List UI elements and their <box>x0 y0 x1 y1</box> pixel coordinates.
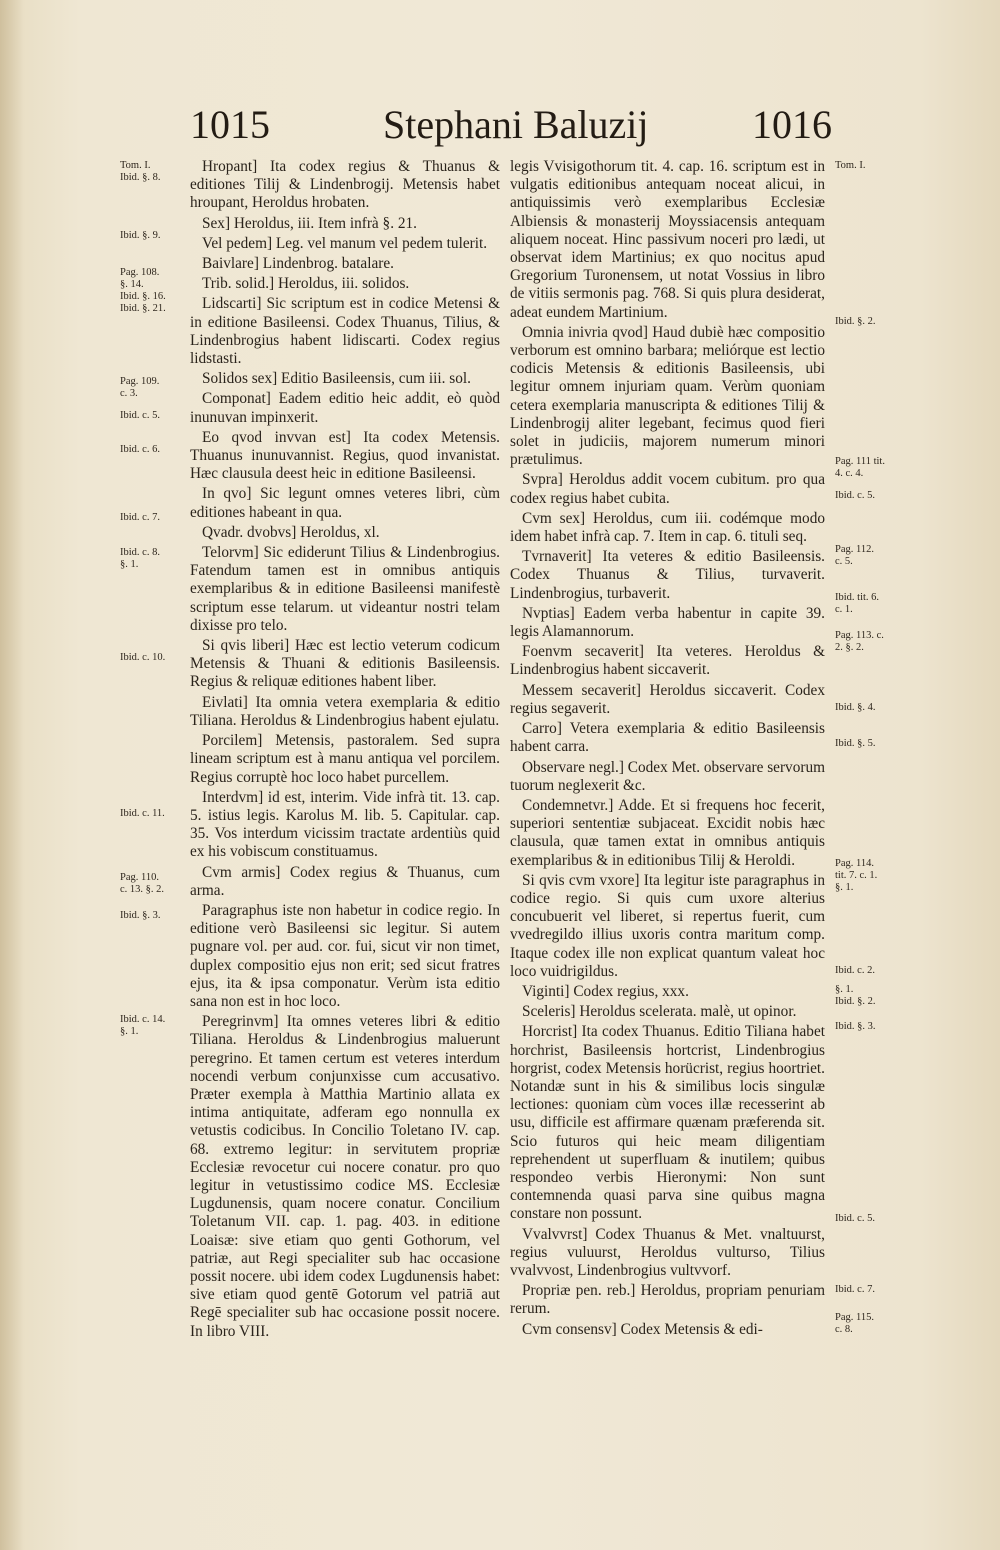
left-margin-note: Ibid. c. 5. <box>120 410 160 421</box>
paragraph: Tvrnaverit] Ita veteres & editio Basileensis. Codex Thuanus & Tilius, turvaverit. Lindenbrogius, turbaverit. <box>510 548 825 602</box>
right-margin-note: Tom. I. <box>835 160 866 171</box>
paragraph: Condemnetvr.] Adde. Et si frequens hoc fecerit, superiori sententiæ subjaceat. Excidit nobis hæc clausula, quæ tamen extat in omnibus antiquis exemplaribus & in editionibus Tilij & Heroldi. <box>510 796 825 869</box>
left-margin-note: Pag. 109. c. 3. <box>120 376 160 399</box>
paragraph: Cvm sex] Heroldus, cum iii. codémque modo idem habet infrà cap. 7. Item in cap. 6. tituli seq. <box>510 509 825 546</box>
paragraph: Componat] Eadem editio heic addit, eò quòd inunuvan impinxerit. <box>190 390 500 426</box>
left-margin-note: Tom. I. Ibid. §. 8. <box>120 160 161 183</box>
paragraph: Nvptias] Eadem verba habentur in capite 39. legis Alamannorum. <box>510 604 825 641</box>
paragraph: legis Vvisigothorum tit. 4. cap. 16. scriptum est in vulgatis editionibus antequam noceat alicui, in antiquissimis verò exemplaribus Ecclesiæ Albiensis & monasterij Moyssiacensis antequam aliquem noceat. Hinc passivum noceri pro lædi, ut observat idem Martinius; ex quo nocitus apud Gregorium Turonensem, ut notat Vossius in libro de vitiis sermonis pag. 768. Si quis plura desiderat, adeat eundem Martinium. <box>510 158 825 321</box>
paragraph: Si qvis liberi] Hæc est lectio veterum codicum Metensis & Thuani & editionis Basileensis. Regius & reliquæ editiones habent liber. <box>190 637 500 691</box>
paragraph: Viginti] Codex regius, xxx. <box>522 982 689 1000</box>
right-margin-note: Pag. 112. c. 5. <box>835 544 874 567</box>
left-margin-note: Ibid. c. 8. §. 1. <box>120 547 160 570</box>
left-margin-note: Ibid. §. 9. <box>120 230 161 241</box>
right-margin-note: Ibid. §. 3. <box>835 1021 876 1032</box>
paragraph: Lidscarti] Sic scriptum est in codice Metensi & in editione Basileensi. Codex Thuanus, Tilius, & Lindenbrogius habent lidiscarti. Codex regius lidstasti. <box>190 295 500 368</box>
paragraph: Cvm consensv] Codex Metensis & edi- <box>522 1320 763 1338</box>
paragraph: Foenvm secaverit] Ita veteres. Heroldus & Lindenbrogius habent siccaverit. <box>510 643 825 679</box>
right-margin-note: Ibid. c. 5. <box>835 490 875 501</box>
right-margin-note: Ibid. §. 5. <box>835 738 876 749</box>
paragraph: Vvalvvrst] Codex Thuanus & Met. vnaltuurst, regius vuluurst, Heroldus vulturso, Tilius vvalvvost, Lindenbrogius vultvvorf. <box>510 1225 825 1279</box>
right-margin-note: Pag. 111 tit. 4. c. 4. <box>835 456 885 479</box>
left-margin-note: Ibid. c. 11. <box>120 808 165 819</box>
paragraph: Propriæ pen. reb.] Heroldus, propriam penuriam rerum. <box>510 1282 825 1318</box>
paragraph: Eivlati] Ita omnia vetera exemplaria & editio Tiliana. Heroldus & Lindenbrogius habent ejulatu. <box>190 693 500 729</box>
paragraph: Hropant] Ita codex regius & Thuanus & editiones Tilij & Lindenbrogij. Metensis habet hroupant, Heroldus hrobaten. <box>190 158 500 212</box>
left-text-column <box>190 158 500 1343</box>
paragraph: Vel pedem] Leg. vel manum vel pedem tulerit. <box>202 234 488 252</box>
right-margin-note: §. 1. Ibid. §. 2. <box>835 984 876 1007</box>
left-margin-note: Ibid. c. 10. <box>120 652 166 663</box>
running-title: Stephani Baluzij <box>383 102 649 147</box>
paragraph: Messem secaverit] Heroldus siccaverit. Codex regius segaverit. <box>510 681 825 717</box>
page-number-right: 1016 <box>752 102 832 147</box>
paragraph: In qvo] Sic legunt omnes veteres libri, cùm editiones habeant in qua. <box>190 485 500 521</box>
paragraph: Peregrinvm] Ita omnes veteres libri & editio Tiliana. Heroldus & Lindenbrogius maluerunt peregrino. Et tamen certum est veteres interdum nocendi verbum conjunxisse cum accusativo. Præter exempla à Matthia Martinio allata ex intima antiquitate, adferam ego nonnulla ex vetustis codicibus. In Concilio Toletano IV. cap. 68. extremo legitur: in servitutem propriæ Ecclesiæ revocetur cui nocere conatur. pro quo legitur in vetustissimo codice MS. Ecclesiæ Lugdunensis, quam nocere conatur. Concilium Toletanum VII. cap. 1. pag. 403. in editione Loaisæ: sive etiam quo genti Gothorum, vel patriæ, aut Regi specialiter sub hac occasione possit nocere. ubi idem codex Lugdunensis habet: sive etiam quod gentē Gotorum vel patriā aut Regē specialiter sub hac occasione possit nocere. In libro VIII. <box>190 1013 500 1340</box>
left-margin-note: Ibid. c. 6. <box>120 444 160 455</box>
paragraph: Si qvis cvm vxore] Ita legitur iste paragraphus in codice regio. Si quis cum uxore alterius concubuerit vel liberet, si repertus fuerit, cum vvedregildo illius uxoris contra maritum comp. Itaque codex ille non explicat quantum valeat hoc loco vuidrigildus. <box>510 871 825 980</box>
left-margin-note: Ibid. c. 14. §. 1. <box>120 1014 166 1037</box>
right-text-column <box>510 158 825 1341</box>
right-margin-note: Ibid. §. 2. <box>835 316 876 327</box>
right-margin-note: Ibid. c. 2. <box>835 965 875 976</box>
paragraph: Porcilem] Metensis, pastoralem. Sed supra lineam scriptum est à manu antiqua vel porcilem. Regius corruptè hoc loco habet purcellem. <box>190 732 500 786</box>
left-margin-note: Pag. 108. §. 14. Ibid. §. 16. Ibid. §. 21. <box>120 267 166 314</box>
paragraph: Solidos sex] Editio Basileensis, cum iii. sol. <box>202 370 471 388</box>
paragraph: Svpra] Heroldus addit vocem cubitum. pro qua codex regius habet cubita. <box>510 471 825 507</box>
paragraph: Sceleris] Heroldus scelerata. malè, ut opinor. <box>522 1003 797 1021</box>
paragraph: Cvm armis] Codex regius & Thuanus, cum arma. <box>190 863 500 899</box>
right-margin-note: Ibid. tit. 6. c. 1. <box>835 592 880 615</box>
paragraph: Trib. solid.] Heroldus, iii. solidos. <box>202 275 410 293</box>
paragraph: Eo qvod invvan est] Ita codex Metensis. Thuanus inunuvannist. Regius, quod invanistat. Hæc clausula deest heic in editione Basileensi. <box>190 428 500 483</box>
paragraph: Observare negl.] Codex Met. observare servorum tuorum neglexerit &c. <box>510 758 825 794</box>
page-fold-shadow <box>0 0 24 1550</box>
left-margin-note: Ibid. §. 3. <box>120 910 161 921</box>
right-margin-note: Pag. 115. c. 8. <box>835 1312 874 1335</box>
paragraph: Omnia inivria qvod] Haud dubiè hæc compositio verborum est omnino barbara; meliórque est lectio codicis Metensis & editionis Basileensis, ubi legitur omnem injuriam quam. Verùm quoniam cetera exemplaria manuscripta & editiones Tilij & Lindenbrogij aliter legebant, fecimus quod fieri solet in judiciis, majorem numerum minori prætulimus. <box>510 323 825 469</box>
right-margin-note: Pag. 113. c. 2. §. 2. <box>835 630 884 653</box>
left-margin-note: Pag. 110. c. 13. §. 2. <box>120 872 165 895</box>
right-margin-note: Pag. 114. tit. 7. c. 1. §. 1. <box>835 858 878 893</box>
paragraph: Qvadr. dvobvs] Heroldus, xl. <box>202 523 380 541</box>
paragraph: Horcrist] Ita codex Thuanus. Editio Tiliana habet horchrist, Basileensis hortcrist, Lindenbrogius horgrist, codex Metensis horücrist, regius hoortriet. Notandæ sunt in his & similibus locis singulæ lectiones: quoniam cùm voces illæ recesserint ab usu, difficile est affirmare quænam præferenda sit. Scio futuros qui heic meam diligentiam reprehendent ut superfluam & inutilem; quibus respondeo verbis Hieronymi: Non sunt contemnenda quasi parva sine quibus magna constare non possunt. <box>510 1023 825 1223</box>
paragraph: Telorvm] Sic ediderunt Tilius & Lindenbrogius. Fatendum tamen est in omnibus antiquis exemplaribus & in editione Basileensi manifestè scriptum esse telarum. ut videantur nostri telam dixisse pro telo. <box>190 544 500 634</box>
right-margin-note: Ibid. c. 5. <box>835 1213 875 1224</box>
paragraph: Sex] Heroldus, iii. Item infrà §. 21. <box>202 214 417 232</box>
right-margin-note: Ibid. §. 4. <box>835 702 876 713</box>
page-number-left: 1015 <box>190 102 270 147</box>
paragraph: Carro] Vetera exemplaria & editio Basileensis habent carra. <box>510 720 825 756</box>
right-margin-note: Ibid. c. 7. <box>835 1284 875 1295</box>
left-margin-note: Ibid. c. 7. <box>120 512 160 523</box>
paragraph: Baivlare] Lindenbrog. batalare. <box>202 255 394 273</box>
paragraph: Interdvm] id est, interim. Vide infrà tit. 13. cap. 5. istius legis. Karolus M. lib. 5. Capitular. cap. 35. Vos interdum vicissim tractate ardentiùs quid ex his vobiscum constituamus. <box>190 788 500 861</box>
paragraph: Paragraphus iste non habetur in codice regio. In editione verò Basileensi sic legitur. Si autem pugnare vol. per aud. cor. fui, sicut vir non timet, duplex compositio ejus non erit; sed sicut fratres ejus, ita & ipsa componatur. Verùm ista editio sana non est in hoc loco. <box>190 901 500 1010</box>
